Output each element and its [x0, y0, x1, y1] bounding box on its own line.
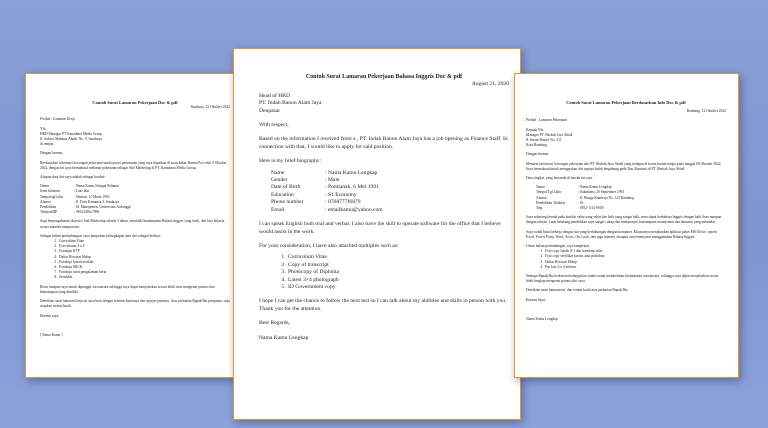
closing: Hormat saya,	[40, 313, 60, 318]
letter-center-title: Contoh Surat Lamaran Pekerjaan Bahasa Inggris Doc & pdf	[305, 74, 463, 80]
attachment-list	[40, 239, 230, 281]
bio-row: Nama : Nama Kamu Sebagai Pelamar	[40, 184, 120, 189]
paragraph: Berdasarkan informasi lowongan pekerjaan untuk posisi pemasaran yang saya dapatkan di surat kabar Harian Pos edisi 9 Oktober 2022, dengan ini saya bermaksud melamar pekerjaan sebagai Staf Marketing di PT. Kanadima Media Group.	[40, 160, 227, 170]
list-item: 7. Fotokopi surat pengalaman kerja	[58, 270, 230, 275]
list-item: 8. Sertifikat	[58, 275, 230, 280]
letter-center-body	[259, 74, 509, 342]
paragraph: Demikian surat lamaran kerja ini saya buat dengan sebenar-benarnya dan sejujur-jujurnya. Atas perhatian Bapak/Ibu pimpinan, saya ucapkan terima kasih.	[40, 299, 230, 309]
list-item: 3. Daftar Riwayat Hidup	[544, 260, 726, 265]
bio-row: Name : Nama Kamu Lengkap	[271, 169, 378, 176]
bio-row: Email : emailkamu@yahoo.com	[271, 206, 383, 213]
letter-left-title: Contoh Surat Lamaran Pekerjaan Doc & pdf	[92, 100, 178, 105]
paragraph: Data singkat, yang bertanda di bawah ini saya :	[526, 176, 594, 181]
greeting: With respect,	[259, 122, 289, 129]
list-item: 3. Photocopy of Diploma	[287, 269, 509, 276]
paragraph: Here is my brief biography:	[259, 158, 322, 165]
list-item: 5. ID Government copy	[287, 284, 509, 291]
recipient-line: PT. Indah Banon Alam Jaya	[259, 100, 322, 107]
recipient-line: Kepada Yth:	[526, 127, 545, 132]
list-item: 4. Pas foto 3 x 4 terbaru.	[544, 265, 726, 270]
recipient-line: Yth.	[40, 126, 47, 131]
list-item: 4. Daftar Riwayat Hidup	[58, 255, 230, 260]
list-item: 1. Curriculum Vitae	[58, 239, 230, 244]
paragraph: Untuk bahan pertimbangan, saya lampirkan :	[526, 244, 591, 249]
list-item: 6. Fotokopi SKCK	[58, 265, 230, 270]
paragraph: Saya sudah biasa bekerja dengan hal yang berhubungan dengan komputer. Khususnya menjalankan aplikasi paket MS Office, seperti Excel, Power Point, Word, Acces, Ost Look, dan juga internet, ataupun sarat-menyusut menggunakan Bahasa Inggris.	[526, 229, 718, 239]
attachment-list	[526, 249, 726, 270]
signature: Nama Kamu Lengkap	[259, 334, 309, 341]
attachment-list	[259, 254, 509, 291]
bio-row: Pendidikan Terakhir : S1	[536, 200, 584, 205]
recipient-line: Denpasar	[259, 107, 281, 114]
letter-left	[25, 73, 242, 378]
bio-row: Nama : Nama Kamu Lengkap	[536, 185, 612, 190]
bio-row: Education : S1 Economy	[271, 191, 357, 198]
letter-center-date: August 21, 2020	[471, 81, 509, 88]
letter-left-body	[40, 100, 230, 338]
thanks: Thank you for the attention.	[259, 305, 322, 312]
recipient-line: Head of HRD	[259, 92, 291, 99]
list-item: 1. Curriculum Vitae	[287, 254, 509, 261]
paragraph: Saya berpengalaman di posisi Staf Marketing selama 3 tahun, memiliki kemampuan Bahasa Inggris yang fasih, dan bisa bekerja secara mandiri maupun tim.	[40, 219, 225, 229]
closing: Best Regards,	[259, 320, 291, 327]
recipient-line: Jl. Imam Bonjol No. 211	[526, 138, 562, 143]
recipient-line: HRD Manager PT Kanadima Media Group	[40, 131, 103, 136]
bio-row: Jenis kelamin : Laki-laki	[40, 189, 90, 194]
bio-row: Tempat/Tgl Lahir : Sukabumi, 20 September 1991	[536, 190, 625, 195]
list-item: 2. Copy of transcript	[287, 262, 509, 269]
closing: Hormat Saya,	[526, 297, 546, 302]
paragraph: Semoga Bapak/Ibu berkenan melangsikan waktu untuk memberikan kesempatan wawancara, sehingga saya dapat menjelaskan secara lebih lengkap mengenai potensi diri saya.	[526, 274, 719, 284]
letter-right-date: Bandung, 12 Oktober 2022	[686, 109, 726, 114]
recipient-line: Manager PT. Berkah Jaya Abadi	[526, 132, 573, 137]
recipient-line: Kota Bandung	[526, 143, 547, 148]
recipient-line: di tempat	[40, 142, 54, 147]
signature: Nama Kamu Lengkap	[526, 316, 558, 321]
greeting: Dengan hormat,	[40, 151, 64, 156]
letter-right	[514, 73, 739, 378]
bio-row: Tempat/tgl lahir : Sleman, 11 Maret 1992	[40, 194, 110, 199]
letter-right-body	[526, 100, 726, 322]
bio-row: Pendidikan : S1 Manajemen, Universitas Airlangga	[40, 205, 131, 210]
bio-row: Date of Birth : Pontianak, 6 Mei 1991	[271, 184, 379, 191]
list-item: 2. Foto copy sertifikat kursus atau pelatihan	[544, 254, 726, 259]
paragraph: Demikian surat lamaran ini, dan terima kasih atas perhatian Bapak/Ibu.	[526, 288, 629, 293]
paragraph: I can speak English both oral and verbal. I also have the skill to operate software for the office that I believe would assist in the work.	[259, 221, 501, 235]
letter-left-perihal: Perihal : Lamaran Kerja	[40, 117, 75, 122]
list-item: 2. Foto ukuran 3 x 4	[58, 244, 230, 249]
paragraph: Besar harapan saya untuk dipanggil wawancara sehingga saya dapat menjelaskan secara lebih rinci mengenai potensi dan kemampuan yang dimiliki.	[40, 284, 215, 294]
letter-left-date: Surabaya, 12 Oktober 2022	[190, 105, 230, 110]
paragraph: Menurut informasi lowongan pekerjaan dari PT. Berkah Jaya Abadi yang terdapat di koran harian tempo pada tanggal 08 Oktober 2022. Saya bermaksud untuk mengajukan diri supaya boleh bergabung pada Tim Akuntasi di PT. Berkah Jaya Abadi.	[526, 161, 722, 171]
list-item: 5. Fotokopi Ijazah terakhir	[58, 260, 230, 265]
paragraph: I hope I can get the chance to follow the next test so I can talk about my abilities and skills in person with you.	[259, 298, 507, 305]
bio-row: Gender : Male	[271, 177, 340, 184]
bio-row: Phone number : 0768777f6879	[271, 199, 361, 206]
bio-row: Alamat : Jl. Putri Kenanisa 5, Surabaya	[40, 199, 120, 204]
signature: ( Nama Kamu )	[40, 332, 63, 337]
paragraph: Saya sekarang berada pada kondisi sehat yang sehat dan fisik yang sangat baik, serta dapat berbahasa Inggris dengan baik lisan maupun dengan tulisan. Latar belakang pendidikan saya sangat cukup dan mempunyai kemampuan manajemen dan akuntasi yang memadai.	[526, 215, 722, 225]
bio-row: Telepon/HP : 08123456x7890	[40, 210, 100, 215]
paragraph: For your consideration, I have also attached multiples such as:	[259, 242, 399, 249]
bio-row: Alamat : Jl. Bunga Kamboja No. 123 Bandung	[536, 195, 634, 200]
greeting: Dengan hormat,	[526, 152, 550, 157]
paragraph: Based on the information I received from a , PT. Indah Banon Alam Jaya has a job opening as Finance Staff. In connection with that, I would like to apply for said position.	[259, 136, 508, 150]
list-item: 3. Fotokopi KTP	[58, 249, 230, 254]
letter-center	[233, 48, 521, 420]
letter-right-perihal: Perihal : Lamaran Pekerjaan	[526, 118, 567, 123]
recipient-line: Jl. Sukses Makmur Abadi. No. 9, Surabaya	[40, 137, 102, 142]
letter-right-title: Contoh Surat Lamaran Pekerjaan Berdasarkan Info Doc & pdf	[566, 100, 686, 105]
paragraph: Adapun data diri saya adalah sebagai berikut:	[40, 175, 106, 180]
list-item: 1. Foto copy Ijazah S-1 dan transkrip nilai.	[544, 249, 726, 254]
bio-row: Telp. : 0812-1114-0000	[536, 206, 604, 211]
paragraph: Sebagai bahan pertimbangan, saya lampirkan kelengkapan data diri sebagai berikut:	[40, 233, 161, 238]
list-item: 4. Latest 3×4 photograph	[287, 277, 509, 284]
